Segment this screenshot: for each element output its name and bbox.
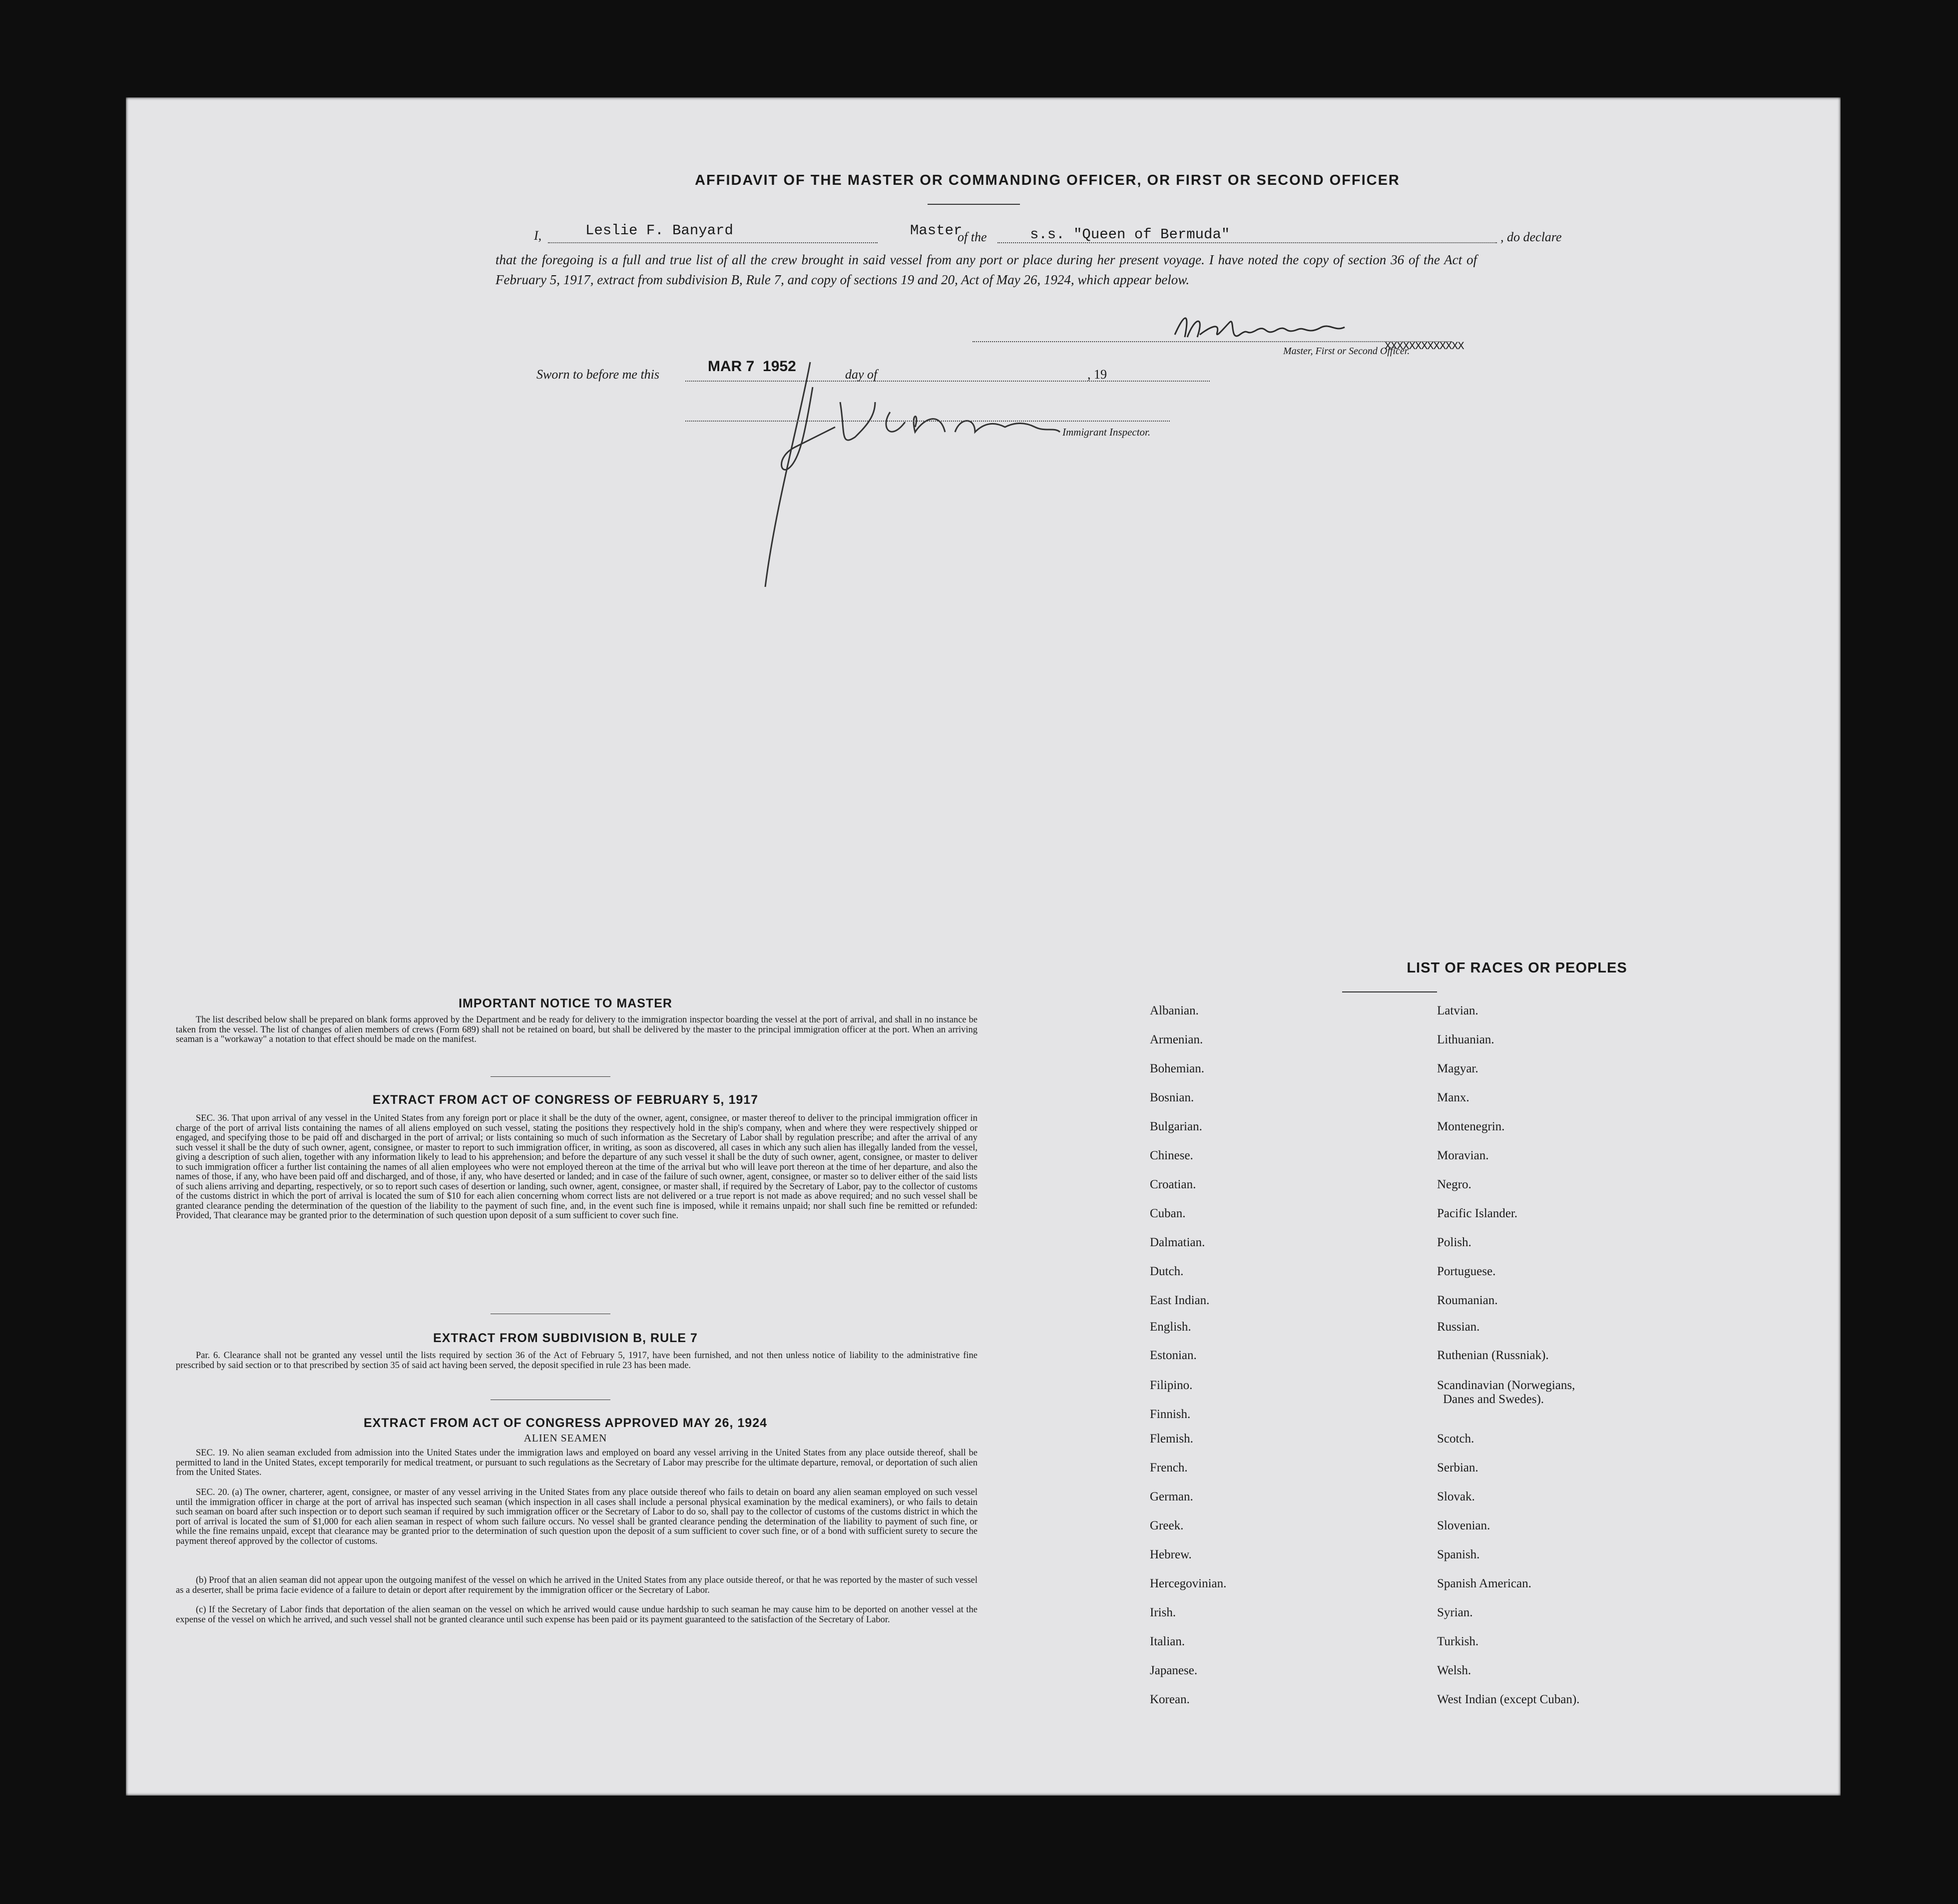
day-of-label: day of — [845, 367, 878, 382]
document-page — [126, 97, 1841, 1796]
inspector-caption: Immigrant Inspector. — [1062, 426, 1151, 438]
sec-20b-text: (b) Proof that an alien seaman did not appear upon the outgoing manifest of the vessel on which he arrived in the United States from any place outside thereof, or that he was reported by the master of such vessel as a deserter, shall be prima facie evidence of a failure to detain or deport after requirement by the immigration officer or the Secretary of Labor. — [176, 1575, 978, 1595]
race-item: Slovak. — [1437, 1490, 1475, 1503]
race-item: Scotch. — [1437, 1432, 1474, 1445]
race-item: Spanish. — [1437, 1548, 1480, 1561]
race-item: Armenian. — [1150, 1033, 1203, 1046]
of-the-label: of the — [958, 230, 987, 244]
race-item: Negro. — [1437, 1178, 1471, 1191]
sec-19-text: SEC. 19. No alien seaman excluded from admission into the United States under the immigration laws and employed on board any vessel arriving in the United States from any place outside thereof, shall be permitted to land in the United States, except temporarily for medical treatment, or pursuant to such regulations as the Secretary of Labor may prescribe for the ultimate departure, removal, or deportation of such alien from the United States. — [176, 1448, 978, 1477]
race-item: Estonian. — [1150, 1349, 1197, 1362]
race-item: Flemish. — [1150, 1432, 1193, 1445]
notice-title: IMPORTANT NOTICE TO MASTER — [459, 996, 672, 1010]
race-item: Hercegovinian. — [1150, 1577, 1227, 1590]
race-item: Bulgarian. — [1150, 1120, 1202, 1133]
race-item: Hebrew. — [1150, 1548, 1192, 1561]
race-item: Dutch. — [1150, 1265, 1184, 1278]
race-item: Chinese. — [1150, 1149, 1193, 1162]
extract-1924-subtitle: ALIEN SEAMEN — [523, 1432, 607, 1444]
race-item: Danes and Swedes). — [1443, 1393, 1544, 1406]
year-prefix: , 19 — [1087, 367, 1107, 382]
race-item: Turkish. — [1437, 1635, 1479, 1648]
title-divider — [928, 204, 1020, 205]
race-item: Manx. — [1437, 1091, 1469, 1104]
date-stamp: MAR 7 1952 — [708, 358, 796, 375]
race-item: Lithuanian. — [1437, 1033, 1494, 1046]
sec-20c-text: (c) If the Secretary of Labor finds that deportation of the alien seaman on the vessel on which he arrived would cause undue hardship to such seaman he may cause him to be deported on another vessel at the expense of the vessel on which he arrived, and such vessel shall not be granted clearance until such expense has been paid or its payment guaranteed to the satisfaction of the Secretary of Labor. — [176, 1605, 978, 1625]
officer-rank: Master — [910, 222, 963, 239]
race-item: French. — [1150, 1461, 1188, 1474]
strike-mark: XXXXXXXXXXXXX — [1385, 340, 1464, 353]
affidavit-title: AFFIDAVIT OF THE MASTER OR COMMANDING OFFICER, OR FIRST OR SECOND OFFICER — [695, 172, 1400, 188]
race-item: Russian. — [1437, 1320, 1480, 1334]
extract-1924-title: EXTRACT FROM ACT OF CONGRESS APPROVED MAY 26, 1924 — [363, 1416, 768, 1430]
race-item: Latvian. — [1437, 1004, 1478, 1017]
race-item: Spanish American. — [1437, 1577, 1531, 1590]
do-declare-label: , do declare — [1500, 230, 1562, 244]
race-item: English. — [1150, 1320, 1191, 1334]
notice-text: The list described below shall be prepared on blank forms approved by the Department and be ready for delivery to the immigration inspector boarding the vessel at the port of arrival, and shall in no instance be taken from the vessel. The list of changes of alien members of crews (Form 689) shall not be retained on board, but shall be delivered by the master to the principal immigration officer at the port. When an arriving seaman is a "workaway" a notation to that effect should be made on the manifest. — [176, 1015, 978, 1044]
race-item: Japanese. — [1150, 1664, 1198, 1677]
signature-caption: Master, First or Second Officer. — [1283, 346, 1410, 357]
race-item: Polish. — [1437, 1236, 1471, 1249]
affidavit-body: that the foregoing is a full and true list of all the crew brought in said vessel from any port or place during her present voyage. I have noted the copy of section 36 of the Act of February 5, 1917, extract from subdivision B, Rule 7, and copy of sections 19 and 20, Act of May 26, 1924, which appear below. — [495, 252, 1477, 287]
race-item: Slovenian. — [1437, 1519, 1490, 1532]
race-item: Montenegrin. — [1437, 1120, 1505, 1133]
race-item: East Indian. — [1150, 1294, 1210, 1307]
race-item: Greek. — [1150, 1519, 1184, 1532]
race-item: Albanian. — [1150, 1004, 1199, 1017]
race-item: Irish. — [1150, 1606, 1176, 1619]
race-item: Filipino. — [1150, 1379, 1193, 1392]
race-item: Roumanian. — [1437, 1294, 1498, 1307]
race-item: West Indian (except Cuban). — [1437, 1693, 1580, 1706]
sec-20a-text: SEC. 20. (a) The owner, charterer, agent, consignee, or master of any vessel arriving in the United States from any place outside thereof who fails to detain on board any alien seaman employed on such vessel until the immigration officer in charge at the port of arrival has inspected such seaman (which inspection in all cases shall include a personal physical examination by the medical examiners), or who fails to detain such seaman on board after such inspection or to deport such seaman if required by such immigration officer or the Secretary of Labor to do so, shall pay to the collector of customs of the customs district in which the port of arrival is located the sum of $1,000 for each alien seaman in respect of whom such failure occurs. No vessel shall be granted clearance pending the determination of the liability to payment of such fine, or while the fine remains unpaid, except that clearance may be granted prior to the determination of such question upon the deposit of a sum sufficient to cover such fine, or of a bond with sufficient surety to secure the payment thereof approved by the collector of customs. — [176, 1487, 978, 1546]
inspector-signature — [725, 357, 1065, 597]
extract-rule7-text: Par. 6. Clearance shall not be granted any vessel until the lists required by section 36 of the Act of February 5, 1917, have been furnished, and not then unless notice of liability to the administrative fine prescribed by said section or to that prescribed by section 35 of said act having been served, the deposit specified in rule 23 has been made. — [176, 1351, 978, 1371]
race-item: Magyar. — [1437, 1062, 1478, 1075]
race-item: Croatian. — [1150, 1178, 1196, 1191]
extract-rule7-title: EXTRACT FROM SUBDIVISION B, RULE 7 — [433, 1331, 698, 1345]
sworn-label: Sworn to before me this — [536, 367, 660, 382]
i-label: I, — [534, 228, 542, 243]
race-item: Finnish. — [1150, 1408, 1191, 1421]
race-item: Ruthenian (Russniak). — [1437, 1349, 1549, 1362]
race-item: Welsh. — [1437, 1664, 1471, 1677]
race-item: Serbian. — [1437, 1461, 1478, 1474]
race-item: Syrian. — [1437, 1606, 1473, 1619]
races-title: LIST OF RACES OR PEOPLES — [1407, 960, 1627, 976]
race-item: Italian. — [1150, 1635, 1185, 1648]
race-item: Scandinavian (Norwegians, — [1437, 1379, 1575, 1392]
race-item: Bohemian. — [1150, 1062, 1205, 1075]
race-item: Dalmatian. — [1150, 1236, 1205, 1249]
race-item: Pacific Islander. — [1437, 1207, 1518, 1220]
race-item: Bosnian. — [1150, 1091, 1194, 1104]
race-item: Cuban. — [1150, 1207, 1186, 1220]
officer-name: Leslie F. Banyard — [585, 222, 733, 239]
extract-1917-title: EXTRACT FROM ACT OF CONGRESS OF FEBRUARY 5, 1917 — [372, 1093, 759, 1107]
extract-1917-text: SEC. 36. That upon arrival of any vessel in the United States from any foreign port or place it shall be the duty of the owner, agent, consignee, or master thereof to deliver to the principal immigration officer in charge of the port of arrival lists containing the names of all aliens employed on such vessel, stating the positions they respectively hold in the ship's company, when and where they were respectively shipped or engaged, and specifying those to be paid off and discharged in the port of arrival; or lists containing so much of such information as the Secretary of Labor shall by regulation prescribe; and after the arrival of any such vessel it shall be the duty of such owner, agent, consignee, or master to report to such immigration officer, in writing, as soon as discovered, all cases in which any such alien has illegally landed from the vessel, giving a description of such alien, together with any information likely to lead to his apprehension; and before the departure of any such vessel it shall be the duty of such owner, agent, consignee, or master to deliver to such immigration officer a further list containing the names of all alien employees who were not employed thereon at the time of the arrival but who will leave port thereon at the time of her departure, and also the names of those, if any, who have been paid off and discharged, and of those, if any, who have deserted or landed; and in case of the failure of such owner, agent, consignee, or master so to deliver either of the said lists of such aliens arriving and departing, respectively, or so to report such cases of desertion or landing, such owner, agent, consignee, or master shall, if required by the Secretary of Labor, pay to the collector of customs of the customs district in which the port of arrival is located the sum of $10 for each alien concerning whom correct lists are not delivered or a true report is not made as above required; and no such vessel shall be granted clearance pending the determination of the question of the liability to the payment of such fine, and, in the event such fine is imposed, while it remains unpaid; nor shall such fine be remitted or refunded: Provided, That clearance may be granted prior to the determination of such question upon deposit of a sum sufficient to cover such fine. — [176, 1113, 978, 1221]
race-item: German. — [1150, 1490, 1193, 1503]
race-item: Korean. — [1150, 1693, 1190, 1706]
race-item: Portuguese. — [1437, 1265, 1496, 1278]
race-item: Moravian. — [1437, 1149, 1489, 1162]
vessel-name: s.s. "Queen of Bermuda" — [1030, 226, 1230, 243]
